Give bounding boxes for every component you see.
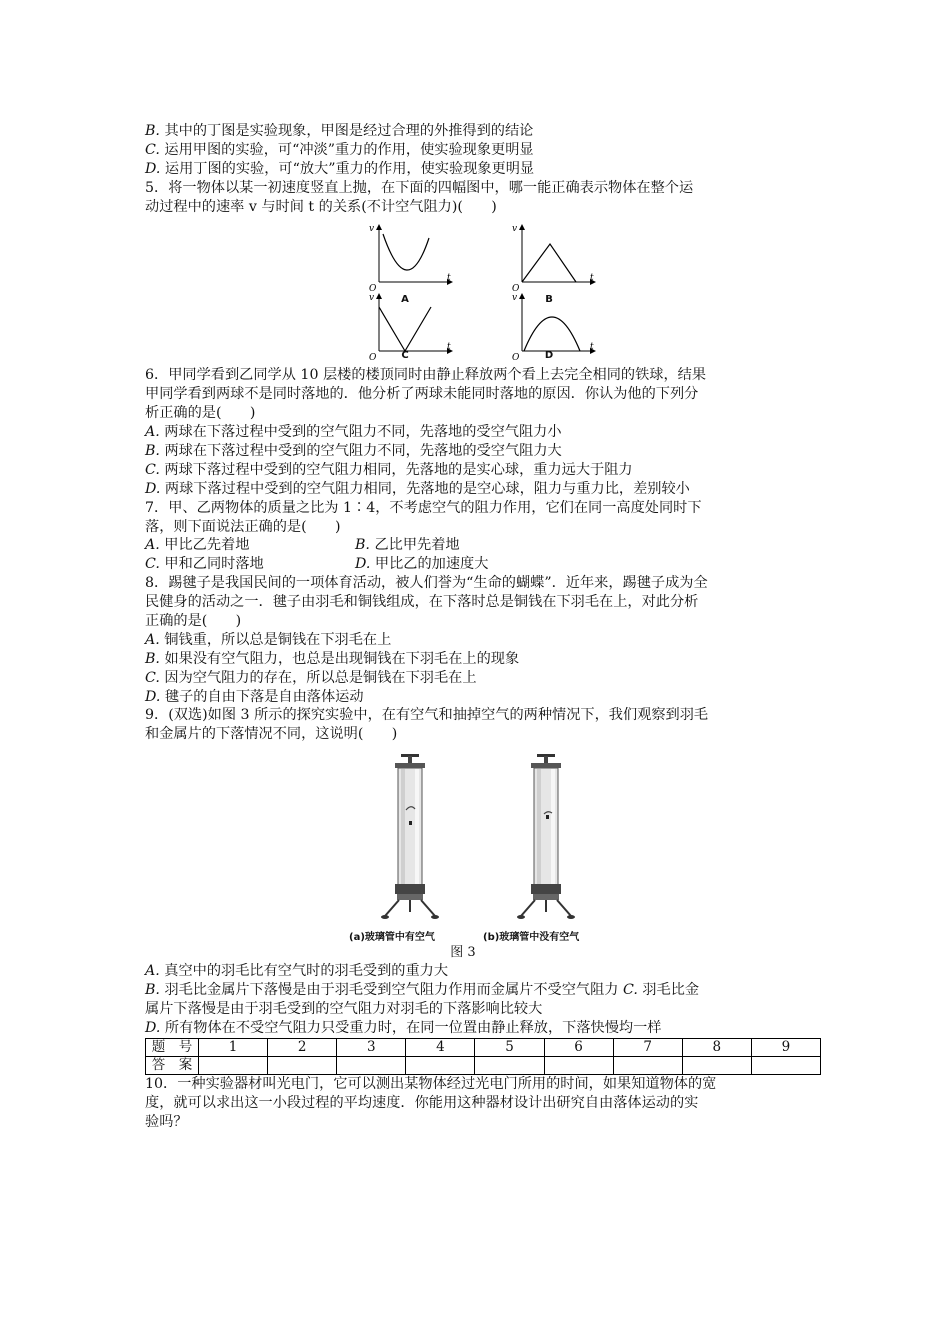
q7-option-a: A. 甲比乙先着地 [145,537,250,554]
tube-with-air [375,752,445,924]
answer-cell[interactable] [199,1056,268,1074]
q6-stem-line-2: 甲同学看到两球不是同时落地的．他分析了两球未能同时落地的原因．你认为他的下列分 [145,386,699,403]
metal-piece-icon [546,815,549,819]
graph-a-v-label: v [369,224,375,235]
answer-number: 5 [475,1038,544,1056]
graph-b [510,222,600,292]
graph-b-t-label: t [590,273,594,284]
q8-option-c: C. 因为空气阻力的存在，所以总是铜钱在下羽毛在上 [145,669,477,686]
graph-c-origin: O [369,353,377,362]
q10-stem-line-2: 度，就可以求出这一小段过程的平均速度．你能用这种器材设计出研究自由落体运动的实 [145,1094,699,1111]
graph-d-t-label: t [590,342,594,353]
q7-options-row-2 [145,555,825,574]
q6-stem-line-3: 析正确的是( ) [145,405,256,422]
figure-3-label: 图 3 [450,945,476,961]
graph-b-label: B [545,294,553,306]
q4-option-c: C. 运用甲图的实验，可“冲淡”重力的作用，使实验现象更明显 [145,141,534,158]
q6-option-a: A. 两球在下落过程中受到的空气阻力不同，先落地的受空气阻力小 [145,424,562,441]
metal-piece-icon [409,821,412,825]
q7-options-row-1 [145,536,825,555]
q4-option-b: B. 其中的丁图是实验现象，甲图是经过合理的外推得到的结论 [145,123,534,139]
answer-cell[interactable] [682,1056,751,1074]
q7-stem-line-2: 落，则下面说法正确的是( ) [145,518,341,535]
q9-stem-line-2: 和金属片的下落情况不同，这说明( ) [145,726,398,743]
answer-cell[interactable] [751,1056,820,1074]
row-header-number: 题 号 [146,1038,199,1056]
q5-stem-line-2: 动过程中的速率 v 与时间 t 的关系(不计空气阻力)( ) [145,198,497,215]
graph-a-plot [367,222,457,292]
answer-number: 3 [337,1038,406,1056]
answer-cell[interactable] [268,1056,337,1074]
graph-c-t-label: t [447,342,451,353]
answer-number: 4 [406,1038,475,1056]
graph-a-t-label: t [447,273,451,284]
graph-c-label: C [401,350,409,362]
q5-stem-line-1: 5．将一物体以某一初速度竖直上抛，在下面的四幅图中，哪一能正确表示物体在整个运 [145,179,694,196]
graph-a [367,222,457,292]
answer-cell[interactable] [337,1056,406,1074]
answer-number: 1 [199,1038,268,1056]
graph-c-v-label: v [369,293,375,304]
q10-stem-line-1: 10．一种实验器材叫光电门，它可以测出某物体经过光电门所用的时间，如果知道物体的宽 [145,1075,717,1092]
q6-option-b: B. 两球在下落过程中受到的空气阻力不同，先落地的受空气阻力大 [145,443,562,460]
worksheet-page [145,122,825,1132]
graph-b-v-label: v [512,224,518,235]
caption-with-air: (a)玻璃管中有空气 [349,932,435,944]
answer-table-answer-row [146,1056,821,1074]
graph-d-v-label: v [512,293,518,304]
answer-number: 6 [544,1038,613,1056]
answer-cell[interactable] [475,1056,544,1074]
graph-d-origin: O [512,353,520,362]
q6-stem-line-1: 6．甲同学看到乙同学从 10 层楼的楼顶同时由静止释放两个看上去完全相同的铁球，结果 [145,367,707,384]
caption-without-air: (b)玻璃管中没有空气 [483,932,580,944]
q8-stem-line-2: 民健身的活动之一．毽子由羽毛和铜钱组成，在下落时总是铜钱在下羽毛在上，对此分析 [145,594,699,611]
q6-option-c: C. 两球下落过程中受到的空气阻力相同，先落地的是实心球，重力远大于阻力 [145,461,633,478]
q9-figure [145,752,825,944]
q8-option-d: D. 毽子的自由下落是自由落体运动 [145,688,364,705]
q7-option-b: B. 乙比甲先着地 [355,537,460,554]
graph-a-origin: O [369,284,377,293]
graph-d-label: D [544,350,554,362]
answer-number: 7 [613,1038,682,1056]
q10-stem-line-3: 验吗？ [145,1113,188,1130]
q4-option-d: D. 运用丁图的实验，可“放大”重力的作用，使实验现象更明显 [145,160,535,177]
q8-option-a: A. 铜钱重，所以总是铜钱在下羽毛在上 [145,631,392,648]
answer-cell[interactable] [613,1056,682,1074]
row-header-answer: 答 案 [146,1056,199,1074]
answer-cell[interactable] [406,1056,475,1074]
answer-number: 2 [268,1038,337,1056]
q8-stem-line-3: 正确的是( ) [145,613,242,630]
answer-cell[interactable] [544,1056,613,1074]
q9-option-d: D. 所有物体在不受空气阻力只受重力时，在同一位置由静止释放，下落快慢均一样 [145,1019,662,1036]
q9-option-a: A. 真空中的羽毛比有空气时的羽毛受到的重力大 [145,963,449,980]
q7-option-d: D. 甲比乙的加速度大 [355,556,489,573]
graph-b-origin: O [512,284,520,293]
answer-number: 9 [751,1038,820,1056]
graph-a-label: A [401,294,409,306]
q8-stem-line-1: 8．踢毽子是我国民间的一项体育活动，被人们誉为“生命的蝴蝶”．近年来，踢毽子成为全 [145,575,708,592]
q6-option-d: D. 两球下落过程中受到的空气阻力相同，先落地的是空心球，阻力与重力比，差别较小 [145,480,690,497]
q9-option-c-cont: 属片下落慢是由于羽毛受到的空气阻力对羽毛的下落影响比较大 [145,1001,543,1018]
q7-option-c: C. 甲和乙同时落地 [145,556,264,573]
tube-without-air [511,752,581,924]
graph-b-plot [510,222,600,292]
q5-graphs [145,216,825,366]
q7-stem-line-1: 7．甲、乙两物体的质量之比为 1∶4，不考虑空气的阻力作用，它们在同一高度处同时下 [145,499,702,516]
q9-option-b-c: B. 羽毛比金属片下落慢是由于羽毛受到空气阻力作用而金属片不受空气阻力 C. 羽毛比金 [145,982,700,999]
q8-option-b: B. 如果没有空气阻力，也总是出现铜钱在下羽毛在上的现象 [145,650,520,667]
answer-number: 8 [682,1038,751,1056]
answer-table [145,1038,821,1075]
answer-table-number-row [146,1038,821,1056]
q9-stem-line-1: 9．(双选)如图 3 所示的探究实验中，在有空气和抽掉空气的两种情况下，我们观察到羽毛 [145,707,709,724]
